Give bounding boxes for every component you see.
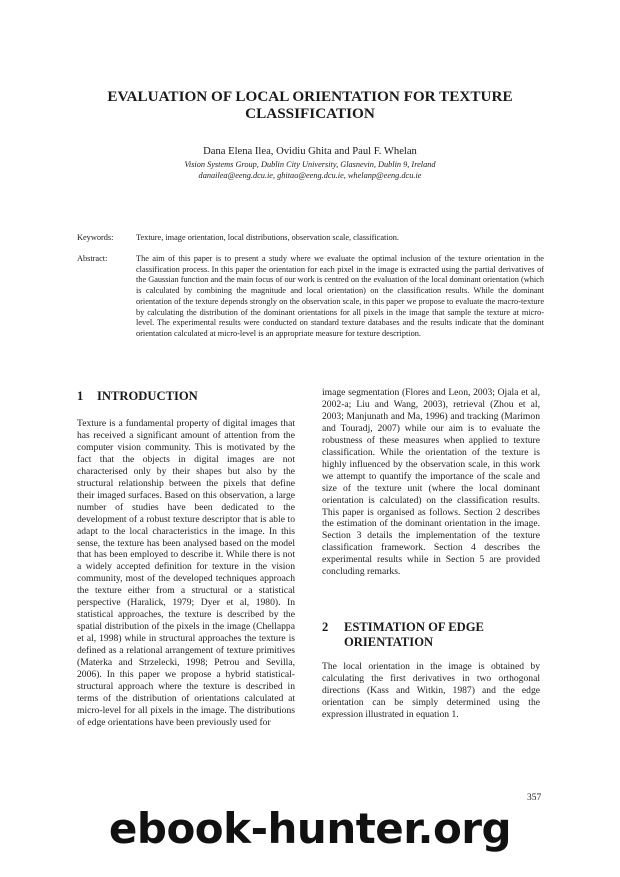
section-1-title: INTRODUCTION — [97, 389, 198, 403]
keywords-text: Texture, image orientation, local distributions, observation scale, classification. — [136, 233, 400, 242]
keywords-label: Keywords: — [77, 233, 114, 242]
section-1-heading — [77, 389, 198, 404]
section-1-left-column: Texture is a fundamental property of digital images that has received a significant amount of attention from the computer vision community. This is motivated by the fact that the objects in digital images are not characterised only by their shapes but also by the structural relationship between the pixels that define their imaged surfaces. Based on this observation, a large number of studies have been dedicated to the development of a robust texture descriptor that is able to adapt to the local characteristics in the image. In this sense, the texture has been analysed based on the model that has been employed to describe it. While there is not a widely accepted definition for texture in the vision community, most of the developed techniques approach the texture either from a structural or a statistical perspective (Haralick, 1979; Dyer et al, 1980). In statistical approaches, the texture is described by the spatial distribution of the pixels in the image (Chellappa et al, 1998) while in structural approaches the texture is defined as a relational arrangement of texture primitives (Materka and Strzelecki, 1998; Petrou and Sevilla, 2006). In this paper we propose a hybrid statistical-structural approach where the texture is described in terms of the distribution of orientations calculated at micro-level for all pixels in the image. The distributions of edge orientations have been previously used for — [77, 418, 295, 728]
section-1-number: 1 — [77, 389, 84, 403]
author-emails: danailea@eeng.dcu.ie, ghitao@eeng.dcu.ie, whelanp@eeng.dcu.ie — [198, 170, 422, 180]
paper-title: EVALUATION OF LOCAL ORIENTATION FOR TEXTURE CLASSIFICATION — [107, 88, 513, 122]
section-2-number: 2 — [322, 620, 329, 634]
section-2-text: The local orientation in the image is obtained by calculating the first derivatives in two orthogonal directions (Kass and Witkin, 1987) and the edge orientation can be simply determined using the expression illustrated in equation 1. — [322, 661, 540, 720]
watermark-text: ebook-hunter.org — [108, 804, 512, 853]
section-2-title: ESTIMATION OF EDGE ORIENTATION — [344, 620, 484, 649]
section-2-heading — [322, 620, 540, 650]
authors: Dana Elena Ilea, Ovidiu Ghita and Paul F. Whelan — [203, 146, 417, 157]
abstract-label: Abstract: — [77, 254, 108, 263]
abstract-text: The aim of this paper is to present a study where we evaluate the optimal inclusion of the texture orientation in the classification process. In this paper the orientation for each pixel in the image is extracted using the partial derivatives of the Gaussian function and the main focus of our work is centred on the evaluation of the local dominant orientation (which is calculated by combining the magnitude and local orientation) on the classification results. While the dominant orientation of the texture depends strongly on the observation scale, in this paper we propose to evaluate the macro-texture by calculating the distribution of the dominant orientations for all pixels in the image that sample the texture at micro-level. The experimental results were conducted on standard texture databases and the results indicate that the dominant orientation calculated at micro-level is an appropriate measure for texture description. — [136, 254, 544, 338]
section-1-right-column: image segmentation (Flores and Leon, 2003; Ojala et al, 2002-a; Liu and Wang, 2003), retrieval (Zhou et al, 2003; Manjunath and Ma, 1996) and tracking (Marimon and Touradj, 2007) while our aim is to evaluate the robustness of these measures when applied to texture classification. While the orientation of the texture is highly influenced by the observation scale, in this work we attempt to quantify the importance of the scale and size of the texture unit (where the local dominant orientation is calculated) on the classification results. This paper is organised as follows. Section 2 describes the estimation of the dominant orientation in the image. Section 3 details the implementation of the texture classification framework. Section 4 describes the experimental results while in Section 5 are provided concluding remarks. — [322, 387, 540, 578]
affiliation: Vision Systems Group, Dublin City University, Glasnevin, Dublin 9, Ireland — [184, 160, 436, 169]
affiliation-block — [60, 160, 560, 181]
page-number: 357 — [527, 793, 542, 803]
